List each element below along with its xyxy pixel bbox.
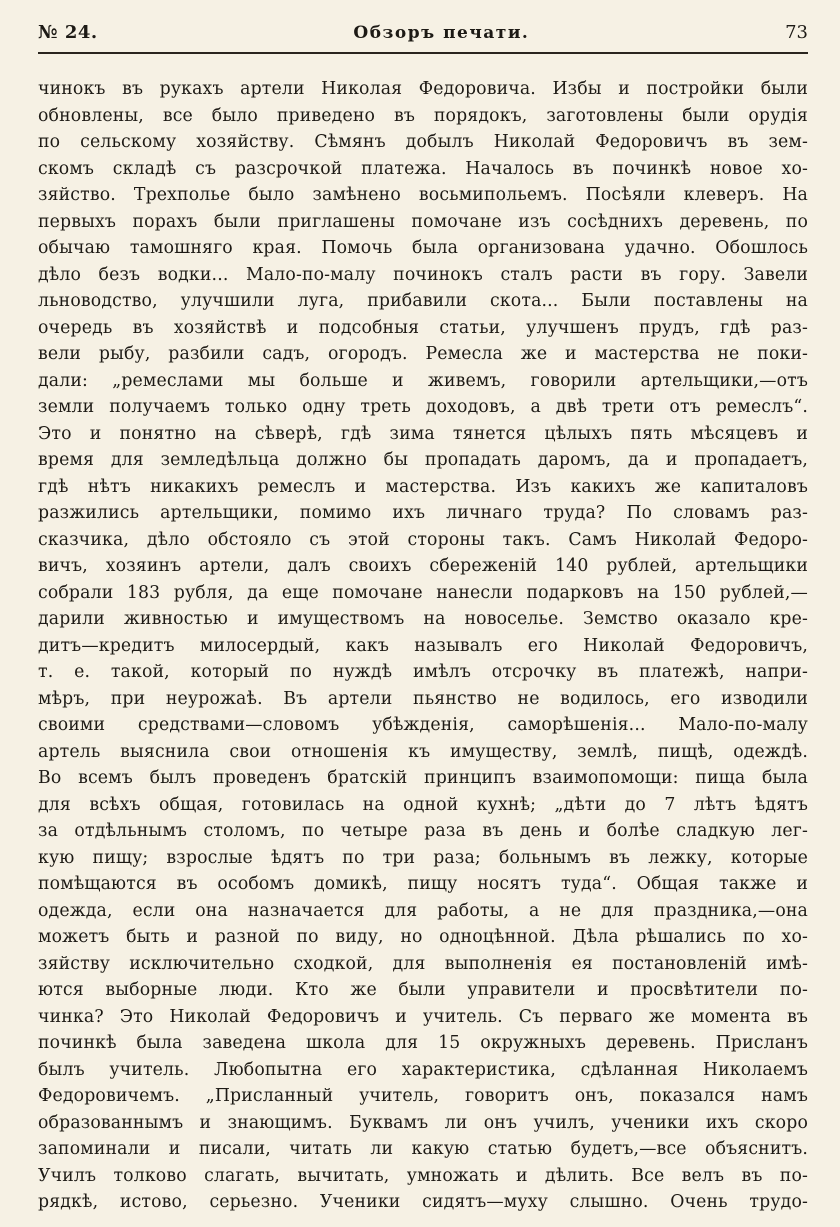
text-line: кую пищу; взрослые ѣдятъ по три раза; больнымъ въ лежку, которые <box>38 847 808 868</box>
section-title: Обзоръ печати. <box>353 23 530 43</box>
text-line: образованнымъ и знающимъ. Буквамъ ли онъ училъ, ученики ихъ скоро <box>38 1112 808 1133</box>
text-line: разжились артельщики, помимо ихъ личнаго труда? По словамъ раз- <box>38 503 808 523</box>
text-line: своими средствами—словомъ убѣжденія, саморѣшенія... Мало-по-малу <box>38 715 808 735</box>
text-line: артель выяснила свои отношенія къ имуществу, землѣ, пищѣ, одеждѣ. <box>38 741 808 762</box>
text-line: помѣщаются въ особомъ домикѣ, пищу носятъ туда“. Общая также и <box>38 874 808 894</box>
text-line: зяйству исключительно сходкой, для выполненія ея постановленій имѣ- <box>38 953 808 974</box>
text-line: Училъ толково слагать, вычитать, умножать и дѣлить. Все велъ въ по- <box>38 1165 808 1186</box>
text-line: вели рыбу, разбили садъ, огородъ. Ремесла же и мастерства не поки- <box>38 344 808 364</box>
text-line: Федоровичемъ. „Присланный учитель, говоритъ онъ, показался намъ <box>38 1086 808 1106</box>
text-line: очередь въ хозяйствѣ и подсобныя статьи, улучшенъ прудъ, гдѣ раз- <box>38 317 808 338</box>
text-line: собрали 183 рубля, да еще помочане нанесли подарковъ на 150 рублей,— <box>38 582 808 603</box>
text-line: Это и понятно на сѣверѣ, гдѣ зима тянется цѣлыхъ пять мѣсяцевъ и <box>38 423 808 444</box>
text-line: дали: „ремеслами мы больше и живемъ, говорили артельщики,—отъ <box>38 370 808 391</box>
text-line: первыхъ порахъ были приглашены помочане изъ сосѣднихъ деревень, по <box>38 211 808 232</box>
text-line: былъ учитель. Любопытна его характеристика, сдѣланная Николаемъ <box>38 1059 808 1080</box>
text-line: время для земледѣльца должно бы пропадать даромъ, да и пропадаетъ, <box>38 450 808 470</box>
text-line: т. е. такой, который по нуждѣ имѣлъ отсрочку въ платежѣ, напри- <box>38 662 808 682</box>
running-header <box>38 20 808 46</box>
text-line: можетъ быть и разной по виду, но одноцѣнной. Дѣла рѣшались по хо- <box>38 927 808 947</box>
text-line: одежда, если она назначается для работы, а не для праздника,—она <box>38 900 808 921</box>
text-line: льноводство, улучшили луга, прибавили скота... Были поставлены на <box>38 291 808 311</box>
page-number: 73 <box>785 22 808 43</box>
text-line: мѣръ, при неурожаѣ. Въ артели пьянство не водилось, его изводили <box>38 688 808 709</box>
text-line: по сельскому хозяйству. Сѣмянъ добылъ Николай Федоровичъ въ зем- <box>38 132 808 152</box>
text-line: дитъ—кредитъ милосердый, какъ называлъ его Николай Федоровичъ, <box>38 635 808 656</box>
text-line: сказчика, дѣло обстояло съ этой стороны такъ. Самъ Николай Федоро- <box>38 529 808 550</box>
header-rule <box>38 52 808 54</box>
text-line: земли получаемъ только одну треть доходовъ, а двѣ трети отъ ремеслъ“. <box>38 397 808 417</box>
text-line: чинка? Это Николай Федоровичъ и учитель. Съ перваго же момента въ <box>38 1006 808 1027</box>
text-line: обычаю тамошняго края. Помочь была организована удачно. Обошлось <box>38 238 808 258</box>
text-line: вичъ, хозяинъ артели, далъ своихъ сбереженій 140 рублей, артельщики <box>38 556 808 576</box>
issue-number: № 24. <box>38 22 98 43</box>
text-line: дарили живностью и имуществомъ на новоселье. Земство оказало кре- <box>38 609 808 629</box>
text-line: скомъ складѣ съ разсрочкой платежа. Началось въ починкѣ новое хо- <box>38 158 808 179</box>
text-line: починкѣ была заведена школа для 15 окружныхъ деревень. Присланъ <box>38 1033 808 1053</box>
text-line: обновлены, все было приведено въ порядокъ, заготовлены были орудія <box>38 105 808 126</box>
text-line: рядкѣ, истово, серьезно. Ученики сидятъ—муху слышно. Очень трудо- <box>38 1192 808 1212</box>
text-line: Во всемъ былъ проведенъ братскій принципъ взаимопомощи: пища была <box>38 768 808 788</box>
text-line: чинокъ въ рукахъ артели Николая Федоровича. Избы и постройки были <box>38 79 808 99</box>
text-line: за отдѣльнымъ столомъ, по четыре раза въ день и болѣе сладкую лег- <box>38 821 808 841</box>
text-line: зяйство. Трехполье было замѣнено восьмипольемъ. Посѣяли клеверъ. На <box>38 185 808 205</box>
text-line: для всѣхъ общая, готовилась на одной кухнѣ; „дѣти до 7 лѣтъ ѣдятъ <box>38 794 808 815</box>
body-text <box>38 76 808 1216</box>
text-line: дѣло безъ водки... Мало-по-малу починокъ сталъ расти въ гору. Завели <box>38 264 808 285</box>
text-line: запоминали и писали, читать ли какую статью будетъ,—все объяснитъ. <box>38 1139 808 1159</box>
text-line: ются выборные люди. Кто же были управители и просвѣтители по- <box>38 980 808 1000</box>
text-line: гдѣ нѣтъ никакихъ ремеслъ и мастерства. Изъ какихъ же капиталовъ <box>38 476 808 497</box>
